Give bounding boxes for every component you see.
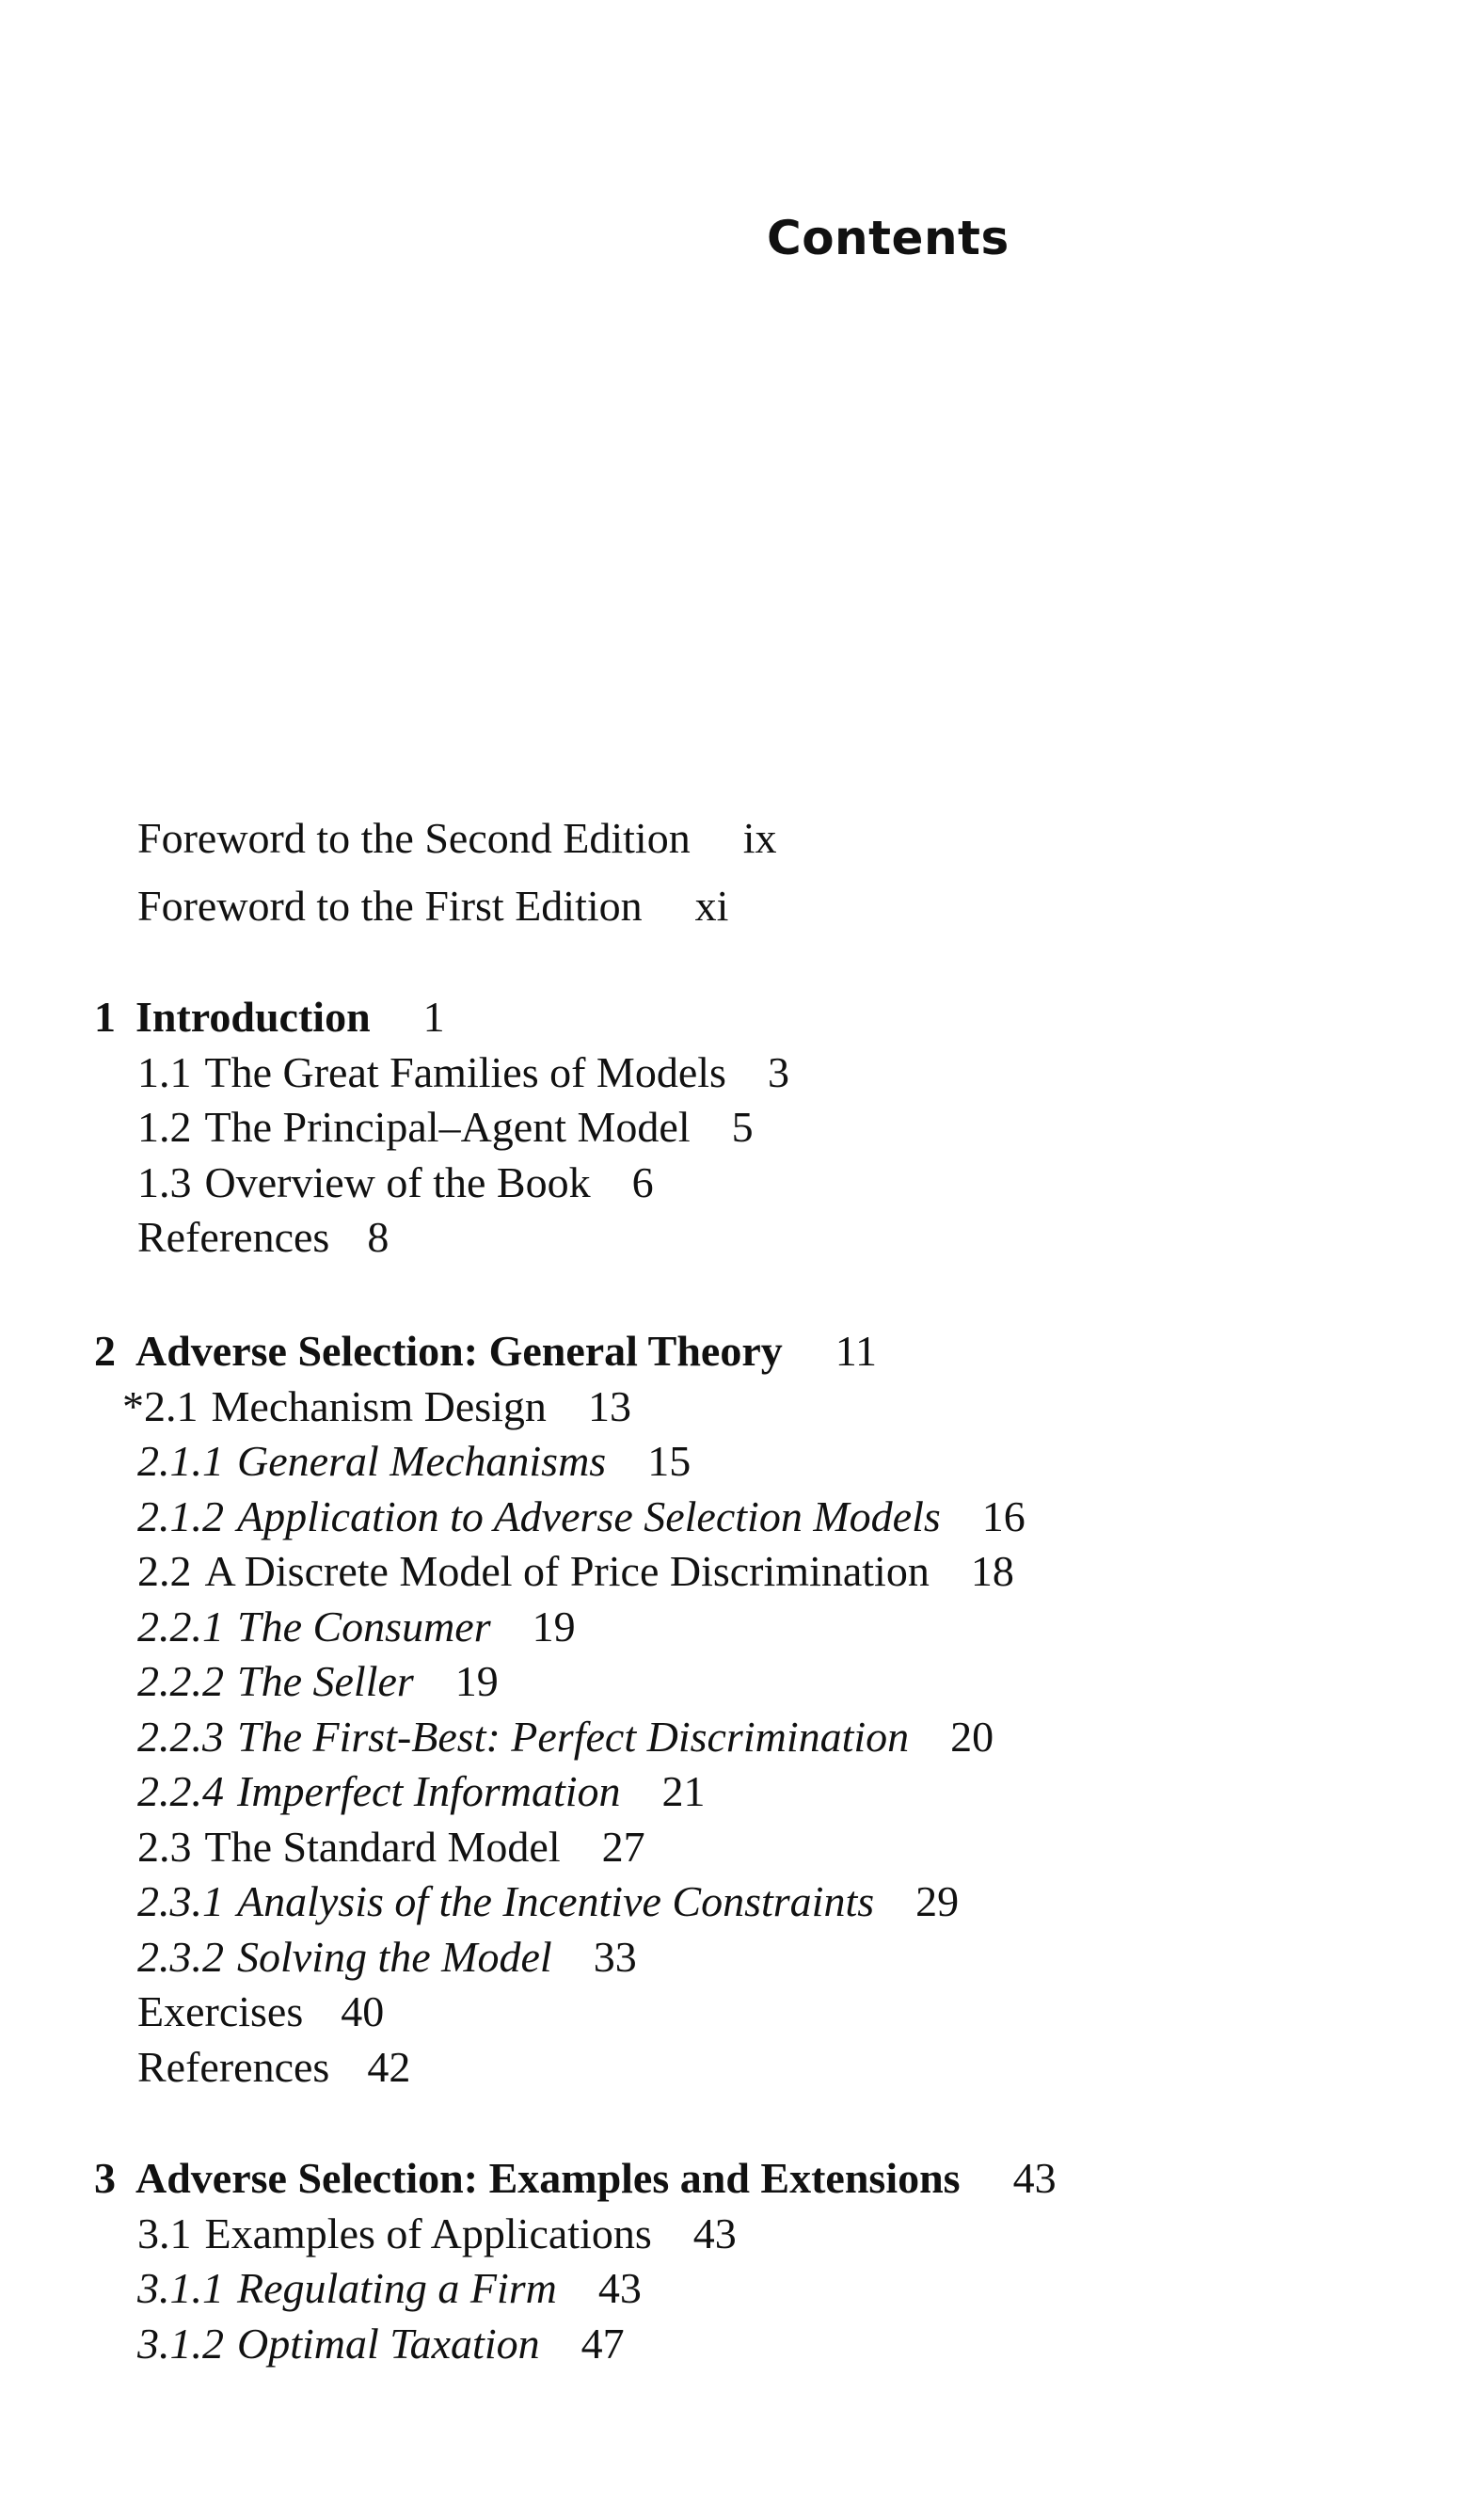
toc-entry[interactable] xyxy=(137,1822,645,1871)
entry-page-number: 42 xyxy=(367,2042,411,2091)
entry-number: 1.3 xyxy=(137,1157,192,1206)
entry-label: The First-Best: Perfect Discrimination xyxy=(237,1712,910,1761)
toc-entry[interactable] xyxy=(137,2042,411,2091)
entry-label: Exercises xyxy=(137,1987,304,2035)
chapter-heading[interactable] xyxy=(94,2154,1057,2202)
entry-label: Analysis of the Incentive Constraints xyxy=(237,1877,875,1925)
toc-entry[interactable] xyxy=(137,2264,642,2312)
entry-page-number: 40 xyxy=(341,1987,385,2035)
entry-page-number: 43 xyxy=(597,2264,642,2312)
toc-entry[interactable] xyxy=(137,1437,692,1485)
entry-page-number: 19 xyxy=(454,1657,499,1705)
entry-number: 2.2 xyxy=(137,1547,192,1595)
entry-page-number: 5 xyxy=(731,1103,754,1151)
chapter-number: 3 xyxy=(94,2154,116,2202)
toc-entry[interactable] xyxy=(137,1987,385,2035)
entry-page-number: 33 xyxy=(593,1932,637,1981)
chapter-page-number: 43 xyxy=(1012,2154,1057,2202)
toc-entry[interactable] xyxy=(137,1932,637,1981)
entry-page-number: 15 xyxy=(647,1437,692,1485)
entry-page-number: 3 xyxy=(767,1047,789,1096)
entry-label: Overview of the Book xyxy=(204,1157,591,1206)
entry-label: The Consumer xyxy=(237,1602,491,1651)
chapter-page-number: 11 xyxy=(835,1327,878,1375)
entry-page-number: 13 xyxy=(587,1381,631,1430)
entry-label: Mechanism Design xyxy=(211,1381,547,1430)
entry-page-number: 20 xyxy=(950,1712,994,1761)
chapter-heading[interactable] xyxy=(94,1327,878,1375)
entry-label: Optimal Taxation xyxy=(237,2319,540,2368)
entry-page-number: 29 xyxy=(915,1877,960,1925)
entry-number: 2.3.2 xyxy=(137,1932,224,1981)
entry-number: 2.1.1 xyxy=(137,1437,224,1485)
entry-number: *2.1 xyxy=(122,1381,199,1430)
entry-label: References xyxy=(137,2042,330,2091)
entry-page-number: 8 xyxy=(367,1213,390,1261)
entry-label: The Great Families of Models xyxy=(204,1047,726,1096)
toc-entry[interactable] xyxy=(137,1103,754,1151)
toc-entry[interactable] xyxy=(122,1381,631,1430)
toc-entry[interactable] xyxy=(137,814,777,862)
entry-label: Foreword to the First Edition xyxy=(137,882,643,930)
toc-entry[interactable] xyxy=(137,1877,960,1925)
entry-number: 1.2 xyxy=(137,1103,192,1151)
entry-label: Solving the Model xyxy=(237,1932,552,1981)
entry-number: 2.2.4 xyxy=(137,1767,224,1815)
toc-entry[interactable] xyxy=(137,1491,1026,1540)
entry-number: 3.1.1 xyxy=(137,2264,224,2312)
entry-number: 2.2.1 xyxy=(137,1602,224,1651)
toc-entry[interactable] xyxy=(137,2209,737,2257)
entry-label: References xyxy=(137,1213,330,1261)
entry-label: Examples of Applications xyxy=(204,2209,652,2257)
entry-number: 2.2.2 xyxy=(137,1657,224,1705)
entry-number: 1.1 xyxy=(137,1047,192,1096)
toc-entry[interactable] xyxy=(137,1547,1014,1595)
chapter-number: 1 xyxy=(94,993,116,1041)
chapter-page-number: 1 xyxy=(422,993,445,1041)
entry-page-number: ix xyxy=(742,814,777,862)
entry-page-number: 47 xyxy=(580,2319,625,2368)
toc-entry[interactable] xyxy=(137,1602,576,1651)
entry-page-number: 18 xyxy=(970,1547,1014,1595)
chapter-title: Adverse Selection: General Theory xyxy=(135,1327,783,1375)
entry-page-number: 6 xyxy=(631,1157,654,1206)
chapter-title: Adverse Selection: Examples and Extensions xyxy=(135,2154,961,2202)
toc-entry[interactable] xyxy=(137,882,729,930)
chapter-number: 2 xyxy=(94,1327,116,1375)
entry-number: 2.3.1 xyxy=(137,1877,224,1925)
entry-number: 2.1.2 xyxy=(137,1491,224,1540)
toc-entry[interactable] xyxy=(137,1213,390,1261)
entry-page-number: xi xyxy=(694,882,729,930)
entry-label: Regulating a Firm xyxy=(237,2264,557,2312)
entry-label: Foreword to the Second Edition xyxy=(137,814,691,862)
entry-number: 2.3 xyxy=(137,1822,192,1871)
entry-number: 2.2.3 xyxy=(137,1712,224,1761)
toc-entry[interactable] xyxy=(137,2319,625,2368)
toc-entry[interactable] xyxy=(137,1047,789,1096)
entry-label: Imperfect Information xyxy=(237,1767,621,1815)
toc-entry[interactable] xyxy=(137,1157,654,1206)
entry-label: The Standard Model xyxy=(204,1822,561,1871)
entry-label: Application to Adverse Selection Models xyxy=(237,1491,941,1540)
chapter-title: Introduction xyxy=(135,993,371,1041)
entry-page-number: 27 xyxy=(601,1822,645,1871)
entry-label: General Mechanisms xyxy=(237,1437,607,1485)
entry-label: The Principal–Agent Model xyxy=(204,1103,691,1151)
page-title: Contents xyxy=(767,211,1010,265)
toc-entry[interactable] xyxy=(137,1657,499,1705)
entry-page-number: 16 xyxy=(981,1491,1026,1540)
entry-page-number: 19 xyxy=(532,1602,576,1651)
entry-page-number: 21 xyxy=(661,1767,706,1815)
entry-number: 3.1.2 xyxy=(137,2319,224,2368)
toc-entry[interactable] xyxy=(137,1712,994,1761)
toc-entry[interactable] xyxy=(137,1767,706,1815)
entry-page-number: 43 xyxy=(692,2209,737,2257)
entry-number: 3.1 xyxy=(137,2209,192,2257)
chapter-heading[interactable] xyxy=(94,993,445,1041)
entry-label: The Seller xyxy=(237,1657,414,1705)
entry-label: A Discrete Model of Price Discrimination xyxy=(204,1547,930,1595)
